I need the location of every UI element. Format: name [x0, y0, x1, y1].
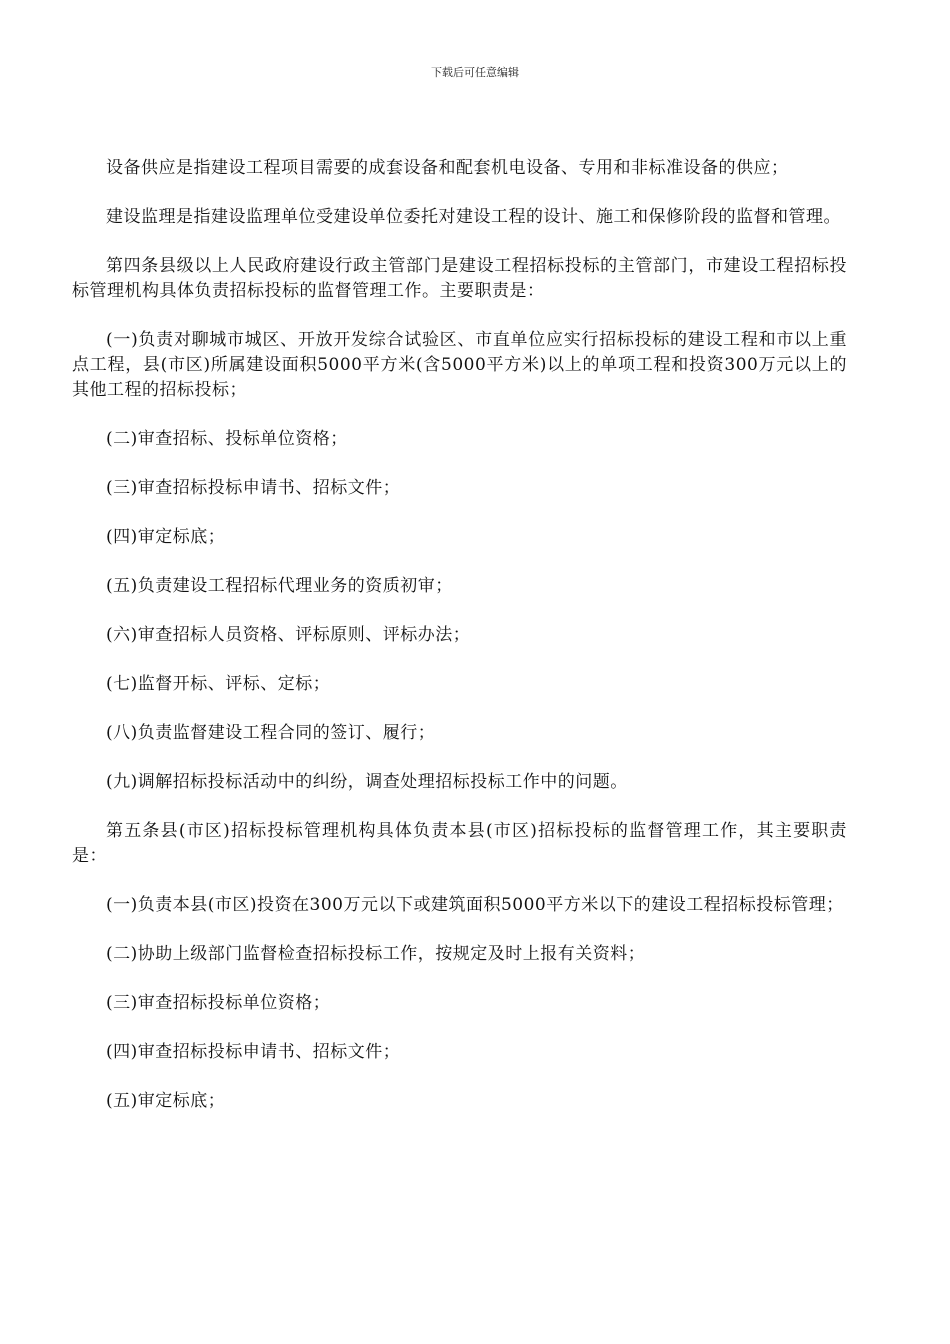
paragraph: (一)负责本县(市区)投资在300万元以下或建筑面积5000平方米以下的建设工程招标投标管理；: [106, 895, 844, 915]
paragraph: 第五条县(市区)招标投标管理机构具体负责本县(市区)招标投标的监督管理工作，其主要职责是：: [72, 821, 847, 866]
paragraph: 建设监理是指建设监理单位受建设单位委托对建设工程的设计、施工和保修阶段的监督和管理。: [106, 207, 841, 227]
paragraph: 设备供应是指建设工程项目需要的成套设备和配套机电设备、专用和非标准设备的供应；: [106, 158, 789, 178]
paragraph: (七)监督开标、评标、定标；: [106, 674, 331, 694]
paragraph: (二)审查招标、投标单位资格；: [106, 429, 348, 449]
paragraph: (六)审查招标人员资格、评标原则、评标办法；: [106, 625, 471, 645]
paragraph: (五)审定标底；: [106, 1091, 226, 1111]
paragraph: (八)负责监督建设工程合同的签订、履行；: [106, 723, 436, 743]
paragraph: (三)审查招标投标申请书、招标文件；: [106, 478, 401, 498]
page-header-note: 下载后可任意编辑: [431, 66, 519, 79]
paragraph: (三)审查招标投标单位资格；: [106, 993, 331, 1013]
paragraph: 第四条县级以上人民政府建设行政主管部门是建设工程招标投标的主管部门，市建设工程招标投标管理机构具体负责招标投标的监督管理工作。主要职责是：: [72, 256, 847, 301]
paragraph: (九)调解招标投标活动中的纠纷，调查处理招标投标工作中的问题。: [106, 772, 628, 792]
paragraph: (四)审定标底；: [106, 527, 226, 547]
paragraph: (一)负责对聊城市城区、开放开发综合试验区、市直单位应实行招标投标的建设工程和市以上重点工程，县(市区)所属建设面积5000平方米(含5000平方米)以上的单项工程和投资300万元以上的其他工程的招标投标；: [72, 330, 847, 400]
document-body: [72, 156, 847, 1138]
paragraph: (二)协助上级部门监督检查招标投标工作，按规定及时上报有关资料；: [106, 944, 646, 964]
paragraph: (四)审查招标投标申请书、招标文件；: [106, 1042, 401, 1062]
paragraph: (五)负责建设工程招标代理业务的资质初审；: [106, 576, 453, 596]
